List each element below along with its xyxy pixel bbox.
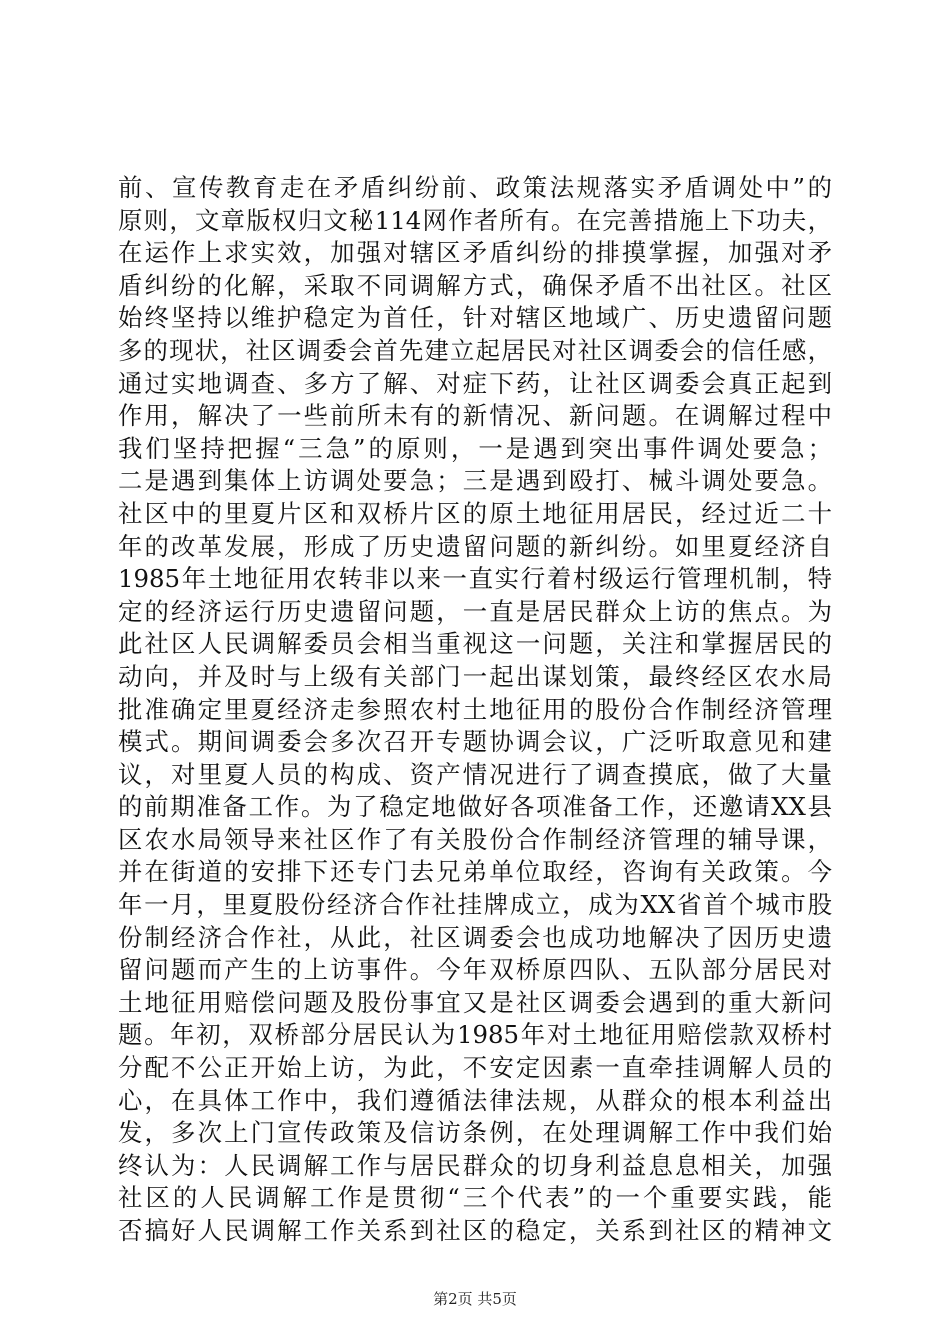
text-line: 盾纠纷的化解，采取不同调解方式，确保矛盾不出社区。社区 — [118, 270, 832, 300]
text-line: 动向，并及时与上级有关部门一起出谋划策，最终经区农水局 — [118, 661, 832, 691]
text-line: 并在街道的安排下还专门去兄弟单位取经，咨询有关政策。今 — [118, 857, 832, 887]
text-line: 定的经济运行历史遗留问题，一直是居民群众上访的焦点。为 — [118, 596, 832, 626]
text-line: 社区的人民调解工作是贯彻“三个代表”的一个重要实践，能 — [118, 1183, 832, 1213]
text-line: 分配不公正开始上访，为此，不安定因素一直牵挂调解人员的 — [118, 1053, 832, 1083]
page-footer: 第2页 共5页 — [433, 1290, 517, 1308]
text-line: 批准确定里夏经济走参照农村土地征用的股份合作制经济管理 — [118, 694, 832, 724]
text-line: 区农水局领导来社区作了有关股份合作制经济管理的辅导课， — [118, 824, 832, 854]
text-line: 发，多次上门宣传政策及信访条例，在处理调解工作中我们始 — [118, 1118, 832, 1148]
text-line: 此社区人民调解委员会相当重视这一问题，关注和掌握居民的 — [118, 629, 832, 659]
text-line: 1985年土地征用农转非以来一直实行着村级运行管理机制，特 — [118, 564, 832, 594]
text-line: 在运作上求实效，加强对辖区矛盾纠纷的排摸掌握，加强对矛 — [118, 238, 832, 268]
text-line: 年的改革发展，形成了历史遗留问题的新纠纷。如里夏经济自 — [118, 531, 832, 561]
text-line: 留问题而产生的上访事件。今年双桥原四队、五队部分居民对 — [118, 955, 832, 985]
text-line: 我们坚持把握“三急”的原则，一是遇到突出事件调处要急； — [118, 433, 832, 463]
text-line: 土地征用赔偿问题及股份事宜又是社区调委会遇到的重大新问 — [118, 987, 832, 1017]
text-line: 模式。期间调委会多次召开专题协调会议，广泛听取意见和建 — [118, 727, 832, 757]
text-line: 始终坚持以维护稳定为首任，针对辖区地域广、历史遗留问题 — [118, 303, 832, 333]
text-line: 前、宣传教育走在矛盾纠纷前、政策法规落实矛盾调处中”的 — [118, 173, 832, 202]
text-line: 心，在具体工作中，我们遵循法律法规，从群众的根本利益出 — [118, 1085, 832, 1115]
text-line: 通过实地调查、多方了解、对症下药，让社区调委会真正起到 — [118, 368, 832, 398]
text-line: 否搞好人民调解工作关系到社区的稳定，关系到社区的精神文 — [118, 1216, 832, 1245]
text-line: 多的现状，社区调委会首先建立起居民对社区调委会的信任感， — [118, 335, 832, 365]
text-line: 的前期准备工作。为了稳定地做好各项准备工作，还邀请XX县 — [118, 792, 832, 822]
text-line: 题。年初，双桥部分居民认为1985年对土地征用赔偿款双桥村 — [118, 1020, 832, 1050]
text-line: 社区中的里夏片区和双桥片区的原土地征用居民，经过近二十 — [118, 498, 832, 528]
text-line: 议，对里夏人员的构成、资产情况进行了调查摸底，做了大量 — [118, 759, 832, 789]
text-line: 年一月，里夏股份经济合作社挂牌成立，成为XX省首个城市股 — [118, 890, 832, 920]
text-line: 份制经济合作社，从此，社区调委会也成功地解决了因历史遗 — [118, 922, 832, 952]
text-line: 二是遇到集体上访调处要急；三是遇到殴打、械斗调处要急。 — [118, 466, 832, 496]
body-paragraph — [118, 172, 832, 1248]
text-line: 终认为：人民调解工作与居民群众的切身利益息息相关，加强 — [118, 1150, 832, 1180]
text-line: 作用，解决了一些前所未有的新情况、新问题。在调解过程中 — [118, 401, 832, 431]
text-line: 原则，文章版权归文秘114网作者所有。在完善措施上下功夫， — [118, 205, 832, 235]
